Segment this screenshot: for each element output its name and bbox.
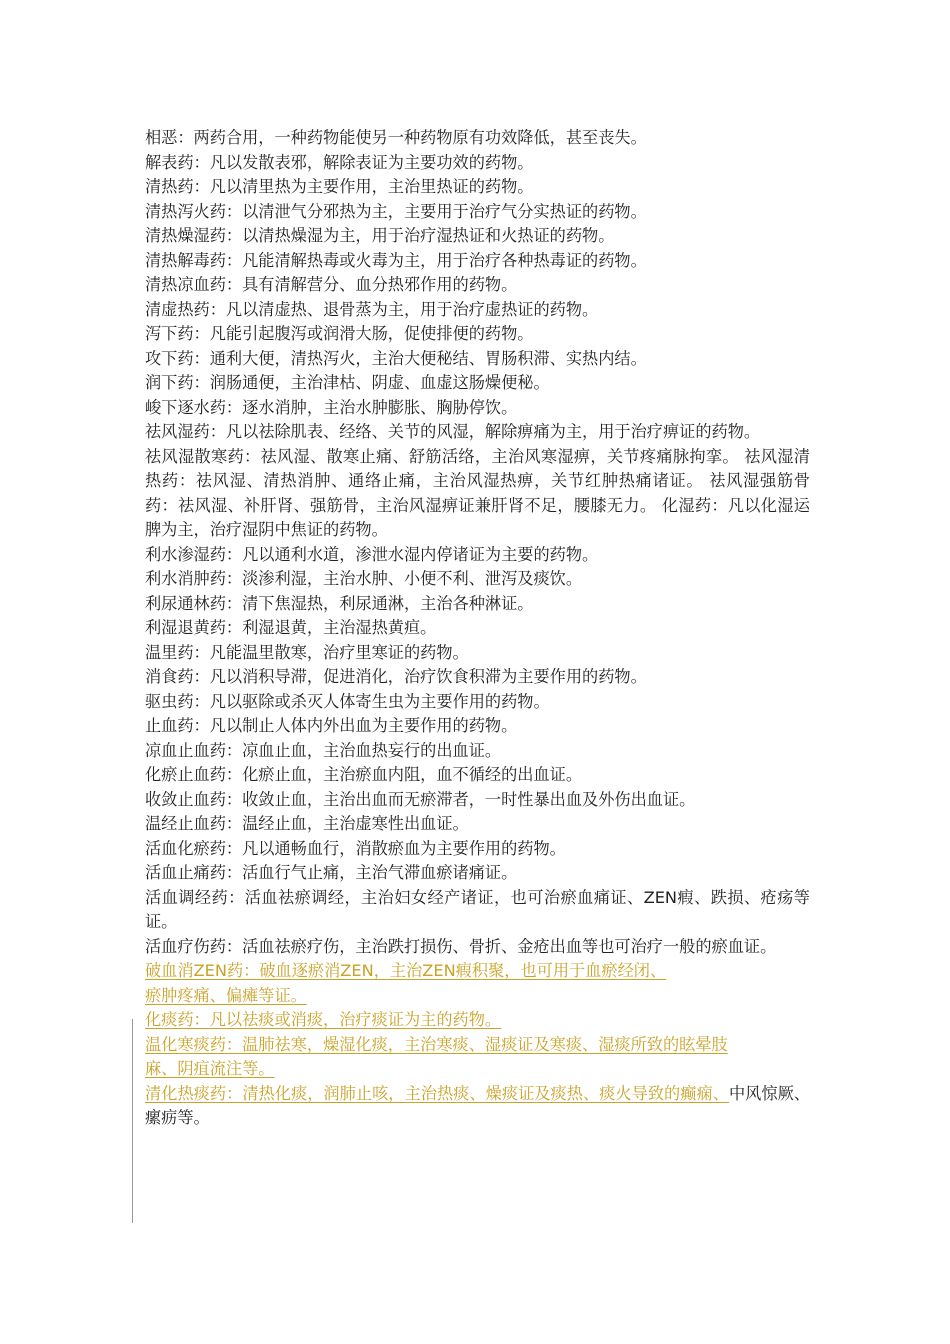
tracked-paragraph (145, 1033, 810, 1058)
paragraph: 活血化瘀药：凡以通畅血行，消散瘀血为主要作用的药物。 (145, 838, 566, 858)
paragraph: 温经止血药：温经止血，主治虚寒性出血证。 (145, 814, 469, 833)
tracked-paragraph (145, 959, 810, 984)
paragraph: 祛风湿药：凡以祛除肌表、经络、关节的风湿，解除痹痛为主，用于治疗痹证的药物。 (145, 422, 761, 441)
tracked-insertion: 瘀肿疼痛、偏瘫等证。 (145, 985, 307, 1005)
tracked-insertion: 化痰药：凡以祛痰或消痰，治疗痰证为主的药物。 (145, 1010, 502, 1029)
paragraph: 清热燥湿药：以清热燥湿为主，用于治疗湿热证和火热证的药物。 (145, 226, 615, 245)
paragraph: 止血药：凡以制止人体内外出血为主要作用的药物。 (145, 716, 518, 735)
tracked-paragraph (145, 984, 810, 1009)
paragraph: 收敛止血药：收敛止血，主治出血而无瘀滞者，一时性暴出血及外伤出血证。 (145, 789, 696, 809)
paragraph: 清热凉血药：具有清解营分、血分热邪作用的药物。 (145, 275, 518, 294)
paragraph: 化瘀止血药：化瘀止血，主治瘀血内阻，血不循经的出血证。 (145, 765, 583, 784)
tracked-insertion: 清化热痰药：清热化痰，润肺止咳，主治热痰、燥痰证及痰热、痰火导致的癫痫、 (145, 1083, 729, 1103)
paragraph: 利水渗湿药：凡以通利水道，渗泄水湿内停诸证为主要的药物。 (145, 544, 599, 564)
document-body (145, 126, 810, 1131)
paragraph: 温里药：凡能温里散寒，治疗里寒证的药物。 (145, 642, 469, 662)
paragraph: 峻下逐水药：逐水消肿，主治水肿膨胀、胸胁停饮。 (145, 397, 518, 417)
paragraph: 解表药：凡以发散表邪，解除表证为主要功效的药物。 (145, 152, 534, 172)
paragraph: 利水消肿药：淡渗利湿，主治水肿、小便不利、泄泻及痰饮。 (145, 569, 583, 588)
paragraph: 活血止痛药：活血行气止痛，主治气滞血瘀诸痛证。 (145, 863, 518, 882)
paragraph: 润下药：润肠通便，主治津枯、阴虚、血虚这肠燥便秘。 (145, 373, 550, 392)
paragraph: 驱虫药：凡以驱除或杀灭人体寄生虫为主要作用的药物。 (145, 691, 550, 711)
tracked-insertion: 麻、阴疽流注等。 (145, 1059, 275, 1078)
paragraph: 清虚热药：凡以清虚热、退骨蒸为主，用于治疗虚热证的药物。 (145, 299, 599, 319)
tracked-paragraph (145, 1008, 810, 1033)
paragraph: 活血疗伤药：活血祛瘀疗伤，主治跌打损伤、骨折、金疮出血等也可治疗一般的瘀血证。 (145, 936, 777, 956)
tracked-paragraph (145, 1057, 810, 1082)
tracked-insertion: 温化寒痰药：温肺祛寒，燥湿化痰，主治寒痰、湿痰证及寒痰、湿痰所致的眩晕肢 (145, 1034, 728, 1054)
tracked-paragraph (145, 1082, 810, 1131)
paragraph: 凉血止血药：凉血止血，主治血热妄行的出血证。 (145, 740, 502, 760)
paragraph: 相恶：两药合用，一种药物能使另一种药物原有功效降低，甚至丧失。 (145, 128, 647, 147)
paragraph: 清热泻火药：以清泄气分邪热为主，主要用于治疗气分实热证的药物。 (145, 201, 647, 221)
paragraph: 利湿退黄药：利湿退黄，主治湿热黄疸。 (145, 618, 437, 637)
paragraph: 祛风湿散寒药：祛风湿、散寒止痛、舒筋活络，主治风寒湿痹，关节疼痛脉拘挛。 祛风湿清热药：祛风湿、清热消肿、通络止痛，主治风湿热痹，关节红肿热痛诸证。 祛风湿强筋骨药：祛风湿、补肝肾、强筋骨，主治风湿痹证兼肝肾不足，腰膝无力。 化湿药：凡以化湿运脾为主，治疗湿阴中焦证的药物。 (145, 446, 810, 539)
paragraph: 利尿通林药：清下焦湿热，利尿通淋，主治各种淋证。 (145, 593, 534, 613)
revision-bar (132, 1019, 133, 1223)
paragraph: 清热解毒药：凡能清解热毒或火毒为主，用于治疗各种热毒证的药物。 (145, 250, 647, 270)
paragraph: 泻下药：凡能引起腹泻或润滑大肠，促使排便的药物。 (145, 324, 534, 343)
paragraph: 活血调经药：活血祛瘀调经，主治妇女经产诸证，也可治瘀血痛证、ZEN瘕、跌损、疮疡等证。 (145, 887, 810, 931)
tracked-insertion: 破血消ZEN药：破血逐瘀消ZEN，主治ZEN瘕积聚，也可用于血瘀经闭、 (145, 961, 667, 980)
paragraph-tail: 中风惊厥、瘰疬等。 (145, 1083, 811, 1127)
paragraph: 攻下药：通利大便，清热泻火，主治大便秘结、胃肠积滞、实热内结。 (145, 348, 647, 368)
paragraph: 清热药：凡以清里热为主要作用，主治里热证的药物。 (145, 177, 534, 196)
paragraph: 消食药：凡以消积导滞，促进消化，治疗饮食积滞为主要作用的药物。 (145, 667, 647, 686)
